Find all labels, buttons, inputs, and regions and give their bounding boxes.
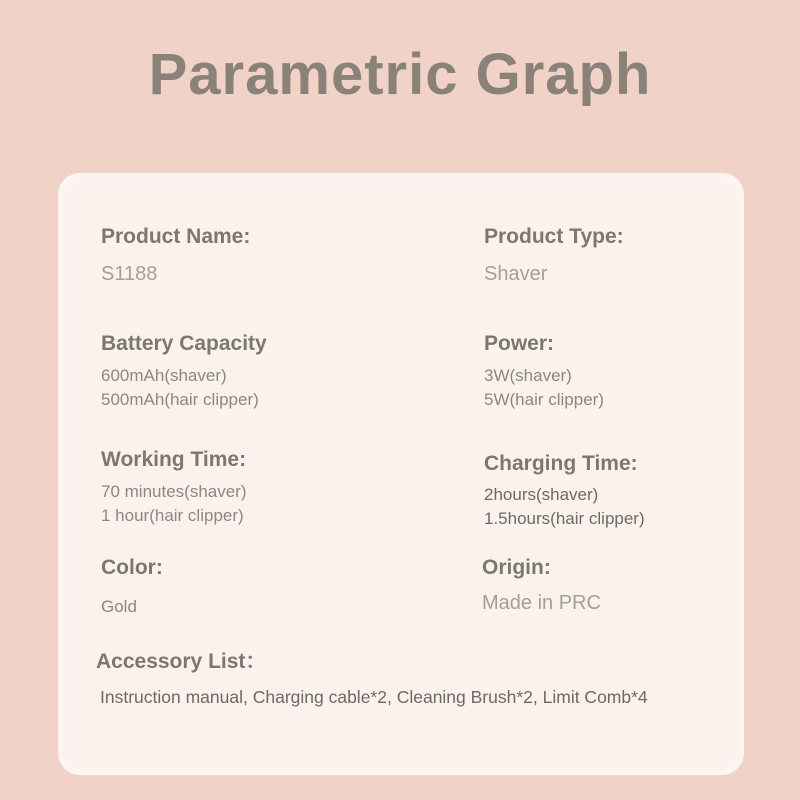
accessory-list-value: Instruction manual, Charging cable*2, Cleaning Brush*2, Limit Comb*4 [100, 687, 648, 707]
origin-value: Made in PRC [482, 592, 601, 614]
working-time-field [101, 447, 247, 528]
charging-time-clipper: 1.5hours(hair clipper) [484, 509, 645, 528]
power-clipper: 5W(hair clipper) [484, 390, 604, 409]
product-type-label: Product Type: [484, 225, 624, 248]
page-title: Parametric Graph [148, 42, 652, 107]
power-shaver: 3W(shaver) [484, 366, 572, 385]
working-time-shaver: 70 minutes(shaver) [101, 482, 247, 501]
working-time-label: Working Time: [101, 448, 247, 471]
product-name-field [101, 224, 250, 286]
power-field [484, 331, 604, 412]
product-type-value: Shaver [484, 263, 548, 285]
battery-capacity-label: Battery Capacity [101, 332, 267, 355]
product-name-label: Product Name: [101, 225, 251, 248]
origin-field [482, 555, 601, 615]
working-time-clipper: 1 hour(hair clipper) [101, 506, 244, 525]
color-field [101, 555, 163, 619]
battery-capacity-shaver: 600mAh(shaver) [101, 366, 227, 385]
color-value: Gold [101, 597, 137, 616]
product-name-value: S1188 [101, 263, 158, 285]
battery-capacity-clipper: 500mAh(hair clipper) [101, 390, 259, 409]
product-type-field [484, 224, 624, 286]
charging-time-shaver: 2hours(shaver) [484, 485, 599, 504]
charging-time-field [484, 451, 645, 531]
origin-label: Origin: [482, 556, 551, 579]
power-label: Power: [484, 332, 555, 355]
accessory-list-label: Accessory List： [96, 650, 267, 673]
charging-time-label: Charging Time: [484, 452, 638, 475]
accessory-list-field [96, 649, 648, 709]
battery-capacity-field [101, 331, 267, 412]
color-label: Color: [101, 556, 163, 579]
